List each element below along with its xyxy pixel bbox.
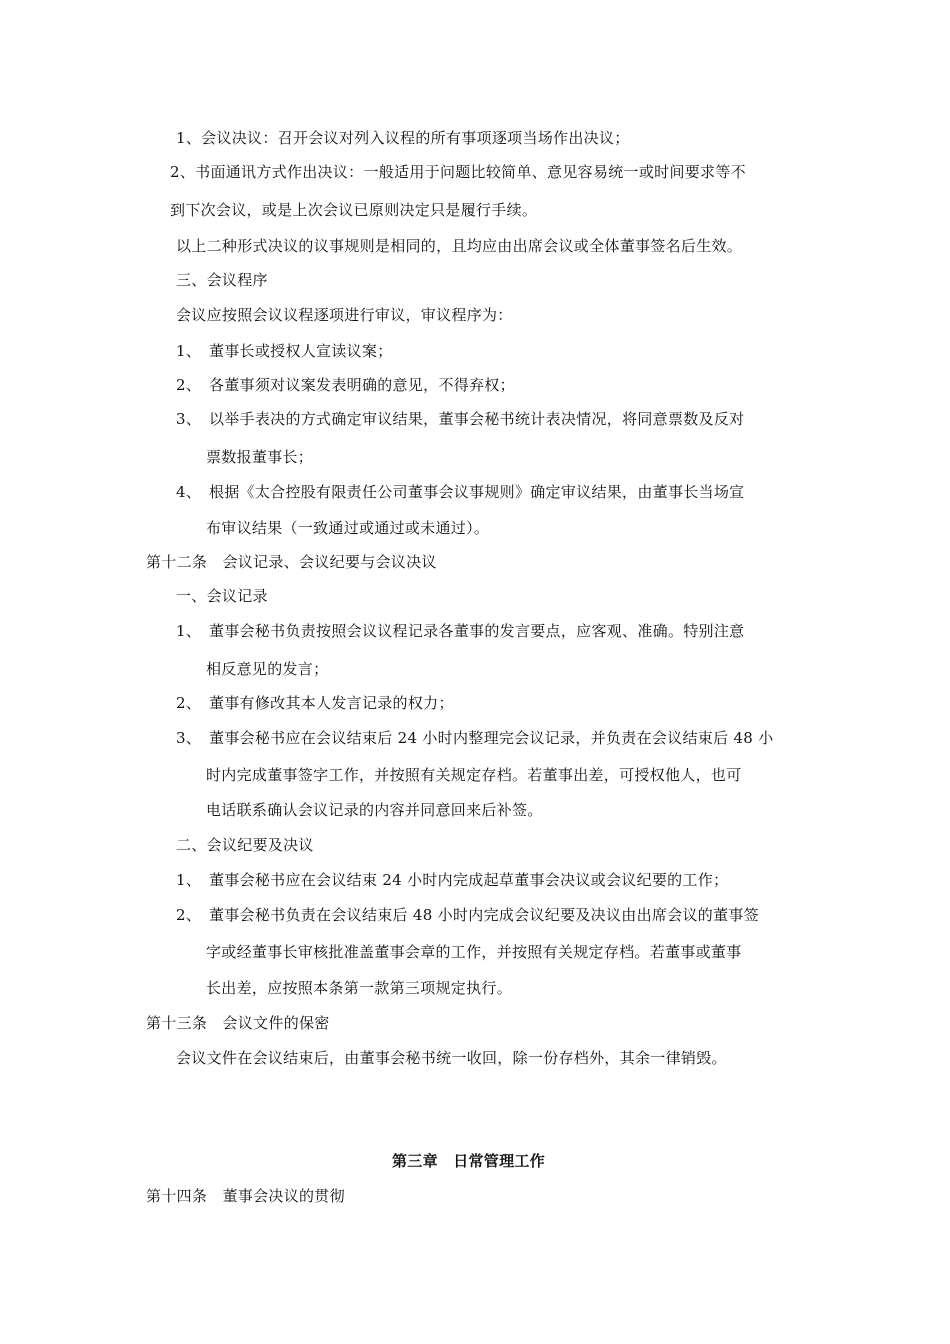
text-line: 以上二种形式决议的议事规则是相同的，且均应由出席会议或全体董事签名后生效。 xyxy=(176,237,743,255)
list-item-continuation: 布审议结果（一致通过或通过或未通过）。 xyxy=(206,519,490,537)
article-heading: 第十三条 会议文件的保密 xyxy=(146,1014,330,1032)
text-line: 2、书面通讯方式作出决议：一般适用于问题比较简单、意见容易统一或时间要求等不 xyxy=(170,163,746,181)
chapter-title: 第三章 日常管理工作 xyxy=(392,1152,546,1170)
list-item: 2、 各董事须对议案发表明确的意见，不得弃权； xyxy=(176,376,515,394)
list-item-continuation: 票数报董事长； xyxy=(206,448,314,466)
text-line: 会议文件在会议结束后，由董事会秘书统一收回，除一份存档外，其余一律销毁。 xyxy=(176,1049,727,1067)
list-item: 1、 董事会秘书负责按照会议议程记录各董事的发言要点，应客观、准确。特别注意 xyxy=(176,622,745,640)
section-heading: 三、会议程序 xyxy=(176,271,268,289)
list-item-continuation: 电话联系确认会议记录的内容并同意回来后补签。 xyxy=(206,801,543,819)
section-heading: 一、会议记录 xyxy=(176,587,268,605)
list-item: 3、 董事会秘书应在会议结束后 24 小时内整理完会议记录，并负责在会议结束后 48 小 xyxy=(176,729,774,747)
list-item: 2、 董事会秘书负责在会议结束后 48 小时内完成会议纪要及决议由出席会议的董事签 xyxy=(176,906,759,924)
list-item: 1、 董事长或授权人宣读议案； xyxy=(176,342,393,360)
article-heading: 第十二条 会议记录、会议纪要与会议决议 xyxy=(146,553,437,571)
list-item: 1、 董事会秘书应在会议结束 24 小时内完成起草董事会决议或会议纪要的工作； xyxy=(176,871,729,889)
text-line: 会议应按照会议议程逐项进行审议，审议程序为： xyxy=(176,306,513,324)
list-item-continuation: 时内完成董事签字工作，并按照有关规定存档。若董事出差，可授权他人，也可 xyxy=(206,766,742,784)
list-item-continuation: 长出差，应按照本条第一款第三项规定执行。 xyxy=(206,979,513,997)
list-item-continuation: 相反意见的发言； xyxy=(206,660,329,678)
list-item: 2、 董事有修改其本人发言记录的权力； xyxy=(176,694,454,712)
list-item: 4、 根据《太合控股有限责任公司董事会议事规则》确定审议结果，由董事长当场宣 xyxy=(176,483,745,501)
list-item-continuation: 字或经董事长审核批准盖董事会章的工作，并按照有关规定存档。若董事或董事 xyxy=(206,943,742,961)
section-heading: 二、会议纪要及决议 xyxy=(176,836,314,854)
article-heading: 第十四条 董事会决议的贯彻 xyxy=(146,1187,345,1205)
text-line: 1、会议决议：召开会议对列入议程的所有事项逐项当场作出决议； xyxy=(176,129,630,147)
list-item: 3、 以举手表决的方式确定审议结果，董事会秘书统计表决情况，将同意票数及反对 xyxy=(176,410,745,428)
text-line: 到下次会议，或是上次会议已原则决定只是履行手续。 xyxy=(170,201,538,219)
